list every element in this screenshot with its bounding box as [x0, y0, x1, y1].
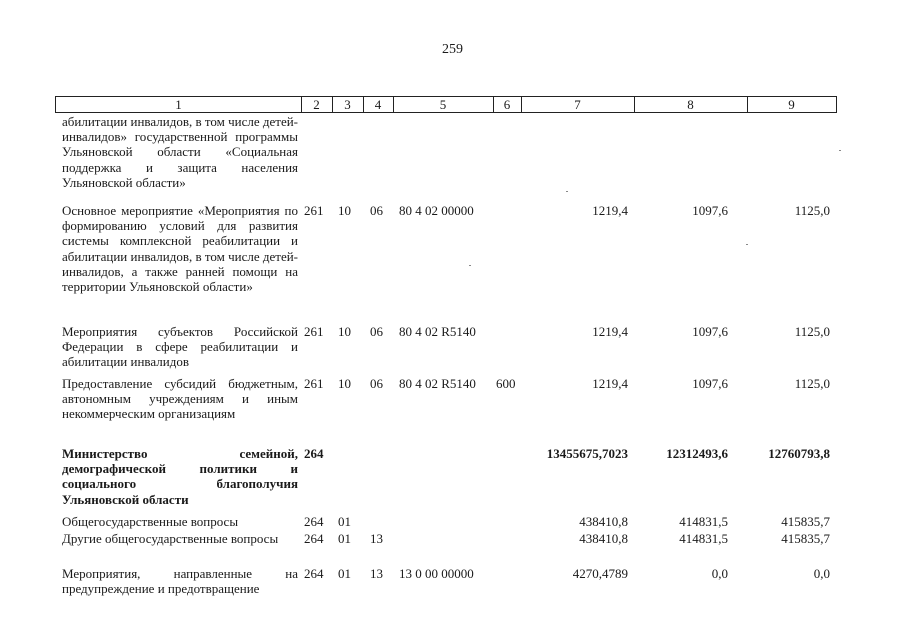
row-code-4: 13 — [370, 566, 383, 581]
row-amount-9: 415835,7 — [781, 514, 830, 529]
scan-speck — [839, 150, 841, 151]
row-amount-8: 1097,6 — [692, 376, 728, 391]
row-code-6: 600 — [496, 376, 516, 391]
row-code-4: 06 — [370, 324, 383, 339]
row-amount-8: 414831,5 — [679, 531, 728, 546]
page-number: 259 — [442, 42, 463, 57]
row-amount-8: 1097,6 — [692, 324, 728, 339]
header-cell: 1 — [55, 96, 302, 113]
row-amount-9: 12760793,8 — [768, 446, 830, 461]
header-cell: 6 — [493, 96, 522, 113]
row-code-3: 01 — [338, 566, 351, 581]
row-code-4: 06 — [370, 203, 383, 218]
row-code-2: 264 — [304, 514, 324, 529]
row-amount-7: 1219,4 — [592, 376, 628, 391]
scan-speck — [746, 244, 748, 245]
row-description: Мероприятия, направленные на предупреждение и предотвращение — [62, 566, 298, 597]
row-amount-7: 4270,4789 — [572, 566, 628, 581]
header-cell: 8 — [634, 96, 748, 113]
row-amount-9: 1125,0 — [794, 203, 830, 218]
row-amount-8: 12312493,6 — [666, 446, 728, 461]
row-amount-7: 1219,4 — [592, 203, 628, 218]
row-code-3: 01 — [338, 531, 351, 546]
row-code-5: 80 4 02 R5140 — [399, 376, 476, 391]
row-description: Министерство семейной, демографической политики и социального благополучия Ульяновской области — [62, 446, 298, 507]
scan-speck — [469, 265, 471, 266]
row-code-5: 80 4 02 00000 — [399, 203, 474, 218]
row-description: Другие общегосударственные вопросы — [62, 531, 279, 546]
row-code-5: 80 4 02 R5140 — [399, 324, 476, 339]
header-cell: 5 — [393, 96, 494, 113]
header-cell: 2 — [301, 96, 333, 113]
row-amount-9: 1125,0 — [794, 376, 830, 391]
row-code-3: 10 — [338, 324, 351, 339]
row-description: Предоставление субсидий бюджетным, автономным учреждениям и иным некоммерческим организациям — [62, 376, 298, 422]
row-amount-9: 0,0 — [813, 566, 830, 581]
row-amount-8: 1097,6 — [692, 203, 728, 218]
row-code-2: 261 — [304, 324, 324, 339]
header-cell: 4 — [363, 96, 394, 113]
row-amount-7: 13455675,7023 — [546, 446, 628, 461]
row-description: Мероприятия субъектов Российской Федерации в сфере реабилитации и абилитации инвалидов — [62, 324, 298, 370]
scan-speck — [566, 191, 568, 192]
row-code-2: 264 — [304, 566, 324, 581]
row-description: абилитации инвалидов, в том числе детей-инвалидов» государственной программы Ульяновской области «Социальная поддержка и защита населения Ульяновской области» — [62, 114, 298, 190]
row-amount-9: 1125,0 — [794, 324, 830, 339]
row-code-3: 10 — [338, 376, 351, 391]
row-amount-7: 438410,8 — [579, 514, 628, 529]
row-code-2: 261 — [304, 376, 324, 391]
row-code-3: 01 — [338, 514, 351, 529]
row-description: Общегосударственные вопросы — [62, 514, 239, 529]
row-code-3: 10 — [338, 203, 351, 218]
row-amount-7: 1219,4 — [592, 324, 628, 339]
row-amount-8: 0,0 — [711, 566, 728, 581]
row-code-2: 264 — [304, 531, 324, 546]
row-code-4: 13 — [370, 531, 383, 546]
row-code-2: 264 — [304, 446, 324, 461]
row-amount-7: 438410,8 — [579, 531, 628, 546]
row-code-2: 261 — [304, 203, 324, 218]
row-amount-8: 414831,5 — [679, 514, 728, 529]
row-code-4: 06 — [370, 376, 383, 391]
row-code-5: 13 0 00 00000 — [399, 566, 474, 581]
header-cell: 7 — [521, 96, 635, 113]
header-cell: 3 — [332, 96, 364, 113]
header-cell: 9 — [747, 96, 837, 113]
row-amount-9: 415835,7 — [781, 531, 830, 546]
row-description: Основное мероприятие «Мероприятия по формированию условий для развития системы комплексной реабилитации и абилитации инвалидов, в том числе детей-инвалидов, а также ранней помощи на территории Ульяновской области» — [62, 203, 298, 295]
